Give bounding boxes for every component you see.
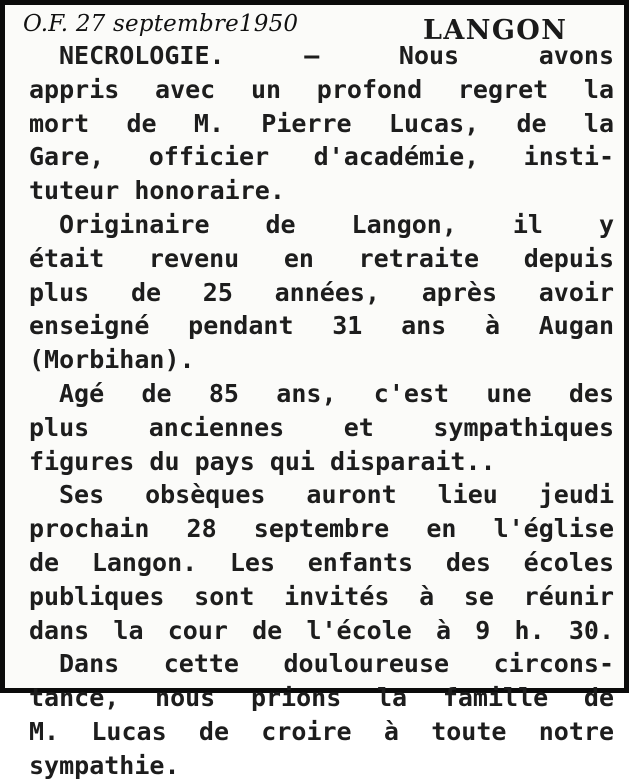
article-line: enseigné pendant 31 ans à Augan xyxy=(29,311,614,341)
article-line: tuteur honoraire. xyxy=(29,176,285,206)
article-line: plus de 25 années, après avoir xyxy=(29,277,614,307)
article-line: (Morbihan). xyxy=(29,345,195,375)
article-line: mort de M. Pierre Lucas, de la xyxy=(29,108,614,138)
article-line: Originaire de Langon, il y xyxy=(59,209,614,239)
article-line: de Langon. Les enfants des écoles xyxy=(29,547,614,577)
article-line: Gare, officier d'académie, insti- xyxy=(29,142,614,172)
clipping-source-caption: O.F. 27 septembre1950 xyxy=(23,11,299,37)
article-line: appris avec un profond regret la xyxy=(29,74,614,104)
article-line: tance, nous prions la famille de xyxy=(29,683,614,713)
article-line: plus anciennes et sympathiques xyxy=(29,412,614,442)
article-line: M. Lucas de croire à toute notre xyxy=(29,716,614,746)
article-line: était revenu en retraite depuis xyxy=(29,243,614,273)
article-line: sympathie. xyxy=(29,750,180,780)
article-line: dans la cour de l'école à 9 h. 30. xyxy=(29,615,614,645)
article-line: prochain 28 septembre en l'église xyxy=(29,514,614,544)
article-line: figures du pays qui disparait.. xyxy=(29,446,496,476)
article-line: NECROLOGIE. — Nous avons xyxy=(59,41,614,70)
article-line: Dans cette douloureuse circons- xyxy=(59,649,614,679)
article-line: Ses obsèques auront lieu jeudi xyxy=(59,480,614,510)
article-body xyxy=(29,39,614,783)
article-heading: LANGON xyxy=(423,15,568,46)
article-line: publiques sont invités à se réunir xyxy=(29,581,614,611)
article-line: Agé de 85 ans, c'est une des xyxy=(59,378,614,408)
